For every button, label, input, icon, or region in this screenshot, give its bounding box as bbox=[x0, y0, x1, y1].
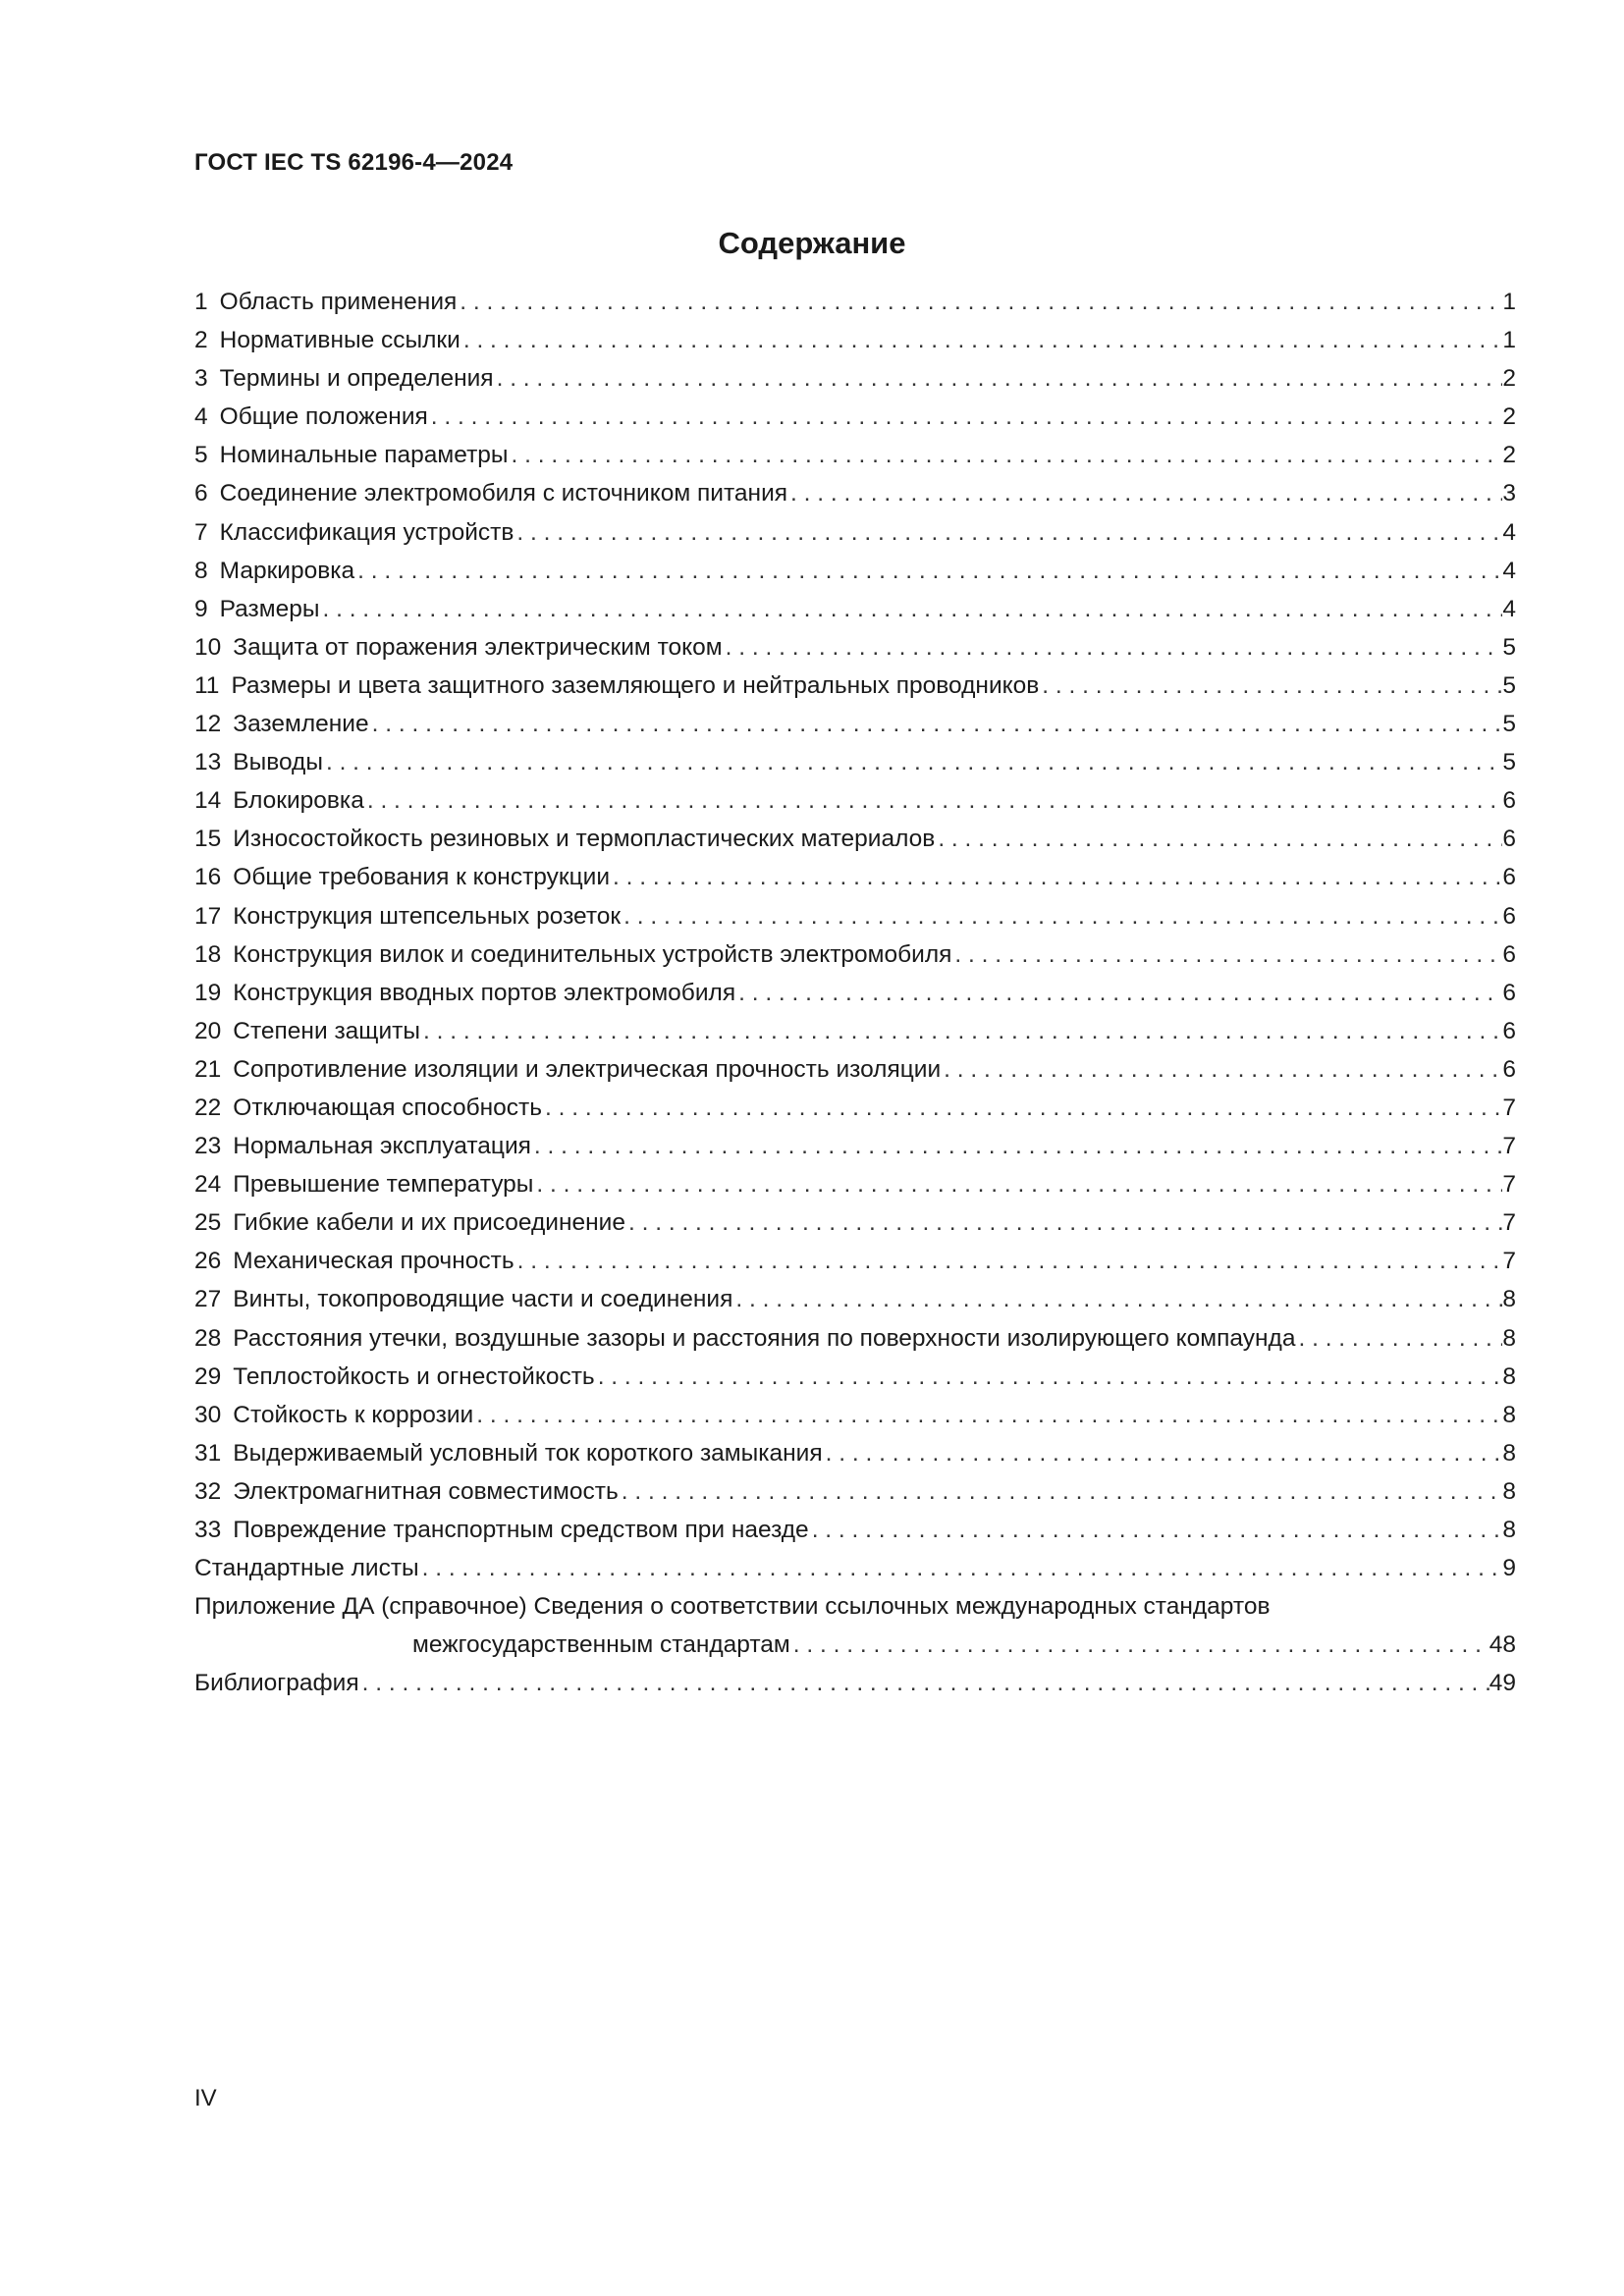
toc-item-label: Общие требования к конструкции bbox=[233, 864, 611, 891]
toc-item[interactable] bbox=[194, 1325, 1516, 1363]
toc-item[interactable] bbox=[194, 634, 1516, 672]
toc-item-number: 29 bbox=[194, 1362, 222, 1390]
toc-leader-dots bbox=[1039, 672, 1502, 700]
toc-item-label: Выдерживаемый условный ток короткого замыкания bbox=[233, 1439, 823, 1467]
toc-leader-dots bbox=[494, 365, 1503, 393]
toc-item-label: Гибкие кабели и их присоединение bbox=[233, 1209, 625, 1237]
toc-item-page: 7 bbox=[1502, 1209, 1516, 1237]
toc-items bbox=[194, 289, 1516, 1593]
toc-leader-dots bbox=[941, 1056, 1502, 1084]
toc-item-page: 6 bbox=[1502, 826, 1516, 853]
toc-item-page: 8 bbox=[1502, 1401, 1516, 1428]
toc-leader-dots bbox=[323, 749, 1502, 776]
toc-item-label: Нормальная эксплуатация bbox=[233, 1133, 531, 1160]
toc-item-label: Номинальные параметры bbox=[219, 442, 509, 469]
toc-item-number: 28 bbox=[194, 1324, 222, 1352]
toc-leader-dots bbox=[354, 558, 1502, 585]
toc-item-number: 20 bbox=[194, 1017, 222, 1044]
toc-item[interactable] bbox=[194, 1286, 1516, 1324]
toc-item-label: Расстояния утечки, воздушные зазоры и расстояния по поверхности изолирующего компаунда bbox=[233, 1324, 1296, 1352]
toc-leader-dots bbox=[735, 980, 1502, 1007]
toc-item-page: 8 bbox=[1502, 1286, 1516, 1313]
toc-item-page: 6 bbox=[1502, 1055, 1516, 1083]
toc-item[interactable] bbox=[194, 519, 1516, 558]
toc-item-label: Область применения bbox=[219, 289, 458, 315]
toc-item-page: 8 bbox=[1502, 1362, 1516, 1390]
toc-item-page: 5 bbox=[1502, 633, 1516, 661]
toc-leader-dots bbox=[951, 941, 1502, 969]
toc-item-label: Классификация устройств bbox=[219, 518, 514, 546]
toc-item[interactable] bbox=[194, 1517, 1516, 1555]
toc-leader-dots bbox=[428, 403, 1503, 431]
toc-item-page: 7 bbox=[1502, 1094, 1516, 1121]
toc-item-number: 7 bbox=[194, 518, 208, 546]
toc-item-label: Конструкция штепсельных розеток bbox=[233, 902, 622, 930]
toc-leader-dots bbox=[514, 519, 1502, 547]
toc-item[interactable] bbox=[194, 442, 1516, 480]
toc-item-label: Степени защиты bbox=[233, 1017, 420, 1044]
toc-item-page: 1 bbox=[1502, 327, 1516, 354]
toc-item-label: Блокировка bbox=[233, 787, 364, 815]
toc-item[interactable] bbox=[194, 1209, 1516, 1248]
toc-annex-page: 48 bbox=[1489, 1631, 1516, 1659]
toc-annex-label-cont: межгосударственным стандартам bbox=[412, 1631, 790, 1659]
toc-item-page: 5 bbox=[1502, 711, 1516, 738]
toc-item[interactable] bbox=[194, 365, 1516, 403]
toc-leader-dots bbox=[364, 787, 1503, 815]
toc-item-number: 23 bbox=[194, 1133, 222, 1160]
toc-item-label: Размеры bbox=[219, 595, 320, 622]
toc-leader-dots bbox=[531, 1133, 1502, 1160]
toc-item-page: 7 bbox=[1502, 1248, 1516, 1275]
toc-item-number: 2 bbox=[194, 327, 208, 354]
toc-item-number: 32 bbox=[194, 1477, 222, 1505]
toc-item[interactable] bbox=[194, 1133, 1516, 1171]
toc-leader-dots bbox=[625, 1209, 1502, 1237]
toc-item-label: Размеры и цвета защитного заземляющего и нейтральных проводников bbox=[231, 671, 1040, 699]
toc-leader-dots bbox=[809, 1517, 1503, 1544]
toc-item-label: Конструкция вилок и соединительных устройств электромобиля bbox=[233, 940, 952, 968]
toc-item[interactable] bbox=[194, 1095, 1516, 1133]
toc-item-label: Нормативные ссылки bbox=[219, 327, 460, 354]
toc-item[interactable] bbox=[194, 1402, 1516, 1440]
toc-item-number: 33 bbox=[194, 1517, 222, 1543]
toc-item[interactable] bbox=[194, 1440, 1516, 1478]
toc-item-number: 15 bbox=[194, 826, 222, 853]
toc-item-number: 1 bbox=[194, 289, 208, 315]
toc-item-page: 1 bbox=[1502, 289, 1516, 315]
toc-item-number: 14 bbox=[194, 787, 222, 815]
toc-title: Содержание bbox=[718, 226, 906, 260]
toc-item-label: Отключающая способность bbox=[233, 1094, 543, 1121]
toc-item-number: 12 bbox=[194, 711, 222, 738]
toc-item-number: 19 bbox=[194, 979, 222, 1006]
toc-item[interactable] bbox=[194, 1555, 1516, 1593]
toc-item-number: 24 bbox=[194, 1171, 222, 1199]
toc-item-label: Термины и определения bbox=[219, 365, 494, 393]
toc-bibliography-page: 49 bbox=[1489, 1670, 1516, 1697]
toc-item-page: 4 bbox=[1502, 557, 1516, 584]
toc-item-label: Соединение электромобиля с источником питания bbox=[219, 480, 788, 507]
toc-leader-dots bbox=[1295, 1325, 1502, 1353]
toc-annex-line1[interactable] bbox=[194, 1593, 1516, 1631]
document-code: ГОСТ IEC TS 62196-4—2024 bbox=[194, 149, 514, 176]
toc-leader-dots bbox=[514, 1248, 1503, 1275]
toc-item-page: 5 bbox=[1502, 749, 1516, 776]
toc-item-page: 8 bbox=[1502, 1517, 1516, 1543]
toc-item-page: 8 bbox=[1502, 1439, 1516, 1467]
toc-item-page: 4 bbox=[1502, 595, 1516, 622]
toc-item-page: 2 bbox=[1502, 403, 1516, 431]
toc-item-label: Механическая прочность bbox=[233, 1248, 514, 1275]
page-number: IV bbox=[194, 2085, 217, 2111]
toc-bibliography-label: Библиография bbox=[194, 1670, 359, 1697]
toc-leader-dots bbox=[457, 289, 1502, 316]
toc-item[interactable] bbox=[194, 711, 1516, 749]
table-of-contents bbox=[194, 289, 1516, 1708]
toc-item-number: 6 bbox=[194, 480, 208, 507]
toc-item-label: Стойкость к коррозии bbox=[233, 1401, 474, 1428]
toc-item-label: Износостойкость резиновых и термопластических материалов bbox=[233, 826, 936, 853]
toc-leader-dots bbox=[723, 634, 1503, 662]
toc-leader-dots bbox=[732, 1286, 1502, 1313]
toc-item-label: Общие положения bbox=[219, 403, 428, 431]
toc-item-number: 16 bbox=[194, 864, 222, 891]
toc-annex-line2[interactable] bbox=[194, 1631, 1516, 1670]
toc-item-page: 6 bbox=[1502, 940, 1516, 968]
toc-item[interactable] bbox=[194, 749, 1516, 787]
toc-item-number: 31 bbox=[194, 1439, 222, 1467]
toc-item-page: 6 bbox=[1502, 864, 1516, 891]
toc-item-number: 25 bbox=[194, 1209, 222, 1237]
toc-item-page: 7 bbox=[1502, 1133, 1516, 1160]
toc-item-number: 30 bbox=[194, 1401, 222, 1428]
toc-item-number: 9 bbox=[194, 595, 208, 622]
toc-leader-dots bbox=[509, 442, 1503, 469]
toc-item-label: Маркировка bbox=[219, 557, 355, 584]
toc-item-page: 6 bbox=[1502, 1017, 1516, 1044]
toc-item-label: Винты, токопроводящие части и соединения bbox=[233, 1286, 733, 1313]
toc-item[interactable] bbox=[194, 903, 1516, 941]
toc-item-label: Повреждение транспортным средством при наезде bbox=[233, 1517, 809, 1543]
toc-item-label: Сопротивление изоляции и электрическая прочность изоляции bbox=[233, 1055, 942, 1083]
toc-item-page: 2 bbox=[1502, 442, 1516, 469]
toc-item-page: 7 bbox=[1502, 1171, 1516, 1199]
toc-item-number: 4 bbox=[194, 403, 208, 431]
toc-item-number: 18 bbox=[194, 940, 222, 968]
toc-item-page: 8 bbox=[1502, 1324, 1516, 1352]
toc-item-number: 22 bbox=[194, 1094, 222, 1121]
toc-item[interactable] bbox=[194, 826, 1516, 864]
toc-item-page: 6 bbox=[1502, 979, 1516, 1006]
toc-item[interactable] bbox=[194, 327, 1516, 365]
toc-item[interactable] bbox=[194, 980, 1516, 1018]
toc-item[interactable] bbox=[194, 289, 1516, 327]
toc-item-page: 6 bbox=[1502, 787, 1516, 815]
toc-leader-dots bbox=[787, 480, 1502, 507]
toc-leader-dots bbox=[420, 1018, 1502, 1045]
toc-item-page: 4 bbox=[1502, 518, 1516, 546]
toc-item-number: 8 bbox=[194, 557, 208, 584]
toc-item-page: 8 bbox=[1502, 1477, 1516, 1505]
toc-item-number: 10 bbox=[194, 633, 222, 661]
toc-item-number: 5 bbox=[194, 442, 208, 469]
toc-item-label: Стандартные листы bbox=[194, 1555, 419, 1582]
toc-item-number: 3 bbox=[194, 365, 208, 393]
toc-item-number: 21 bbox=[194, 1055, 222, 1083]
toc-leader-dots bbox=[473, 1402, 1502, 1429]
toc-item-label: Заземление bbox=[233, 711, 369, 738]
toc-leader-dots bbox=[369, 711, 1503, 738]
toc-item[interactable] bbox=[194, 672, 1516, 711]
toc-item[interactable] bbox=[194, 864, 1516, 902]
toc-item[interactable] bbox=[194, 480, 1516, 518]
toc-item-label: Защита от поражения электрическим током bbox=[233, 633, 723, 661]
toc-item-label: Превышение температуры bbox=[233, 1171, 534, 1199]
toc-item[interactable] bbox=[194, 1171, 1516, 1209]
toc-item[interactable] bbox=[194, 596, 1516, 634]
toc-item[interactable] bbox=[194, 558, 1516, 596]
toc-leader-dots bbox=[319, 596, 1502, 623]
toc-item[interactable] bbox=[194, 941, 1516, 980]
toc-item-label: Конструкция вводных портов электромобиля bbox=[233, 979, 736, 1006]
toc-leader-dots bbox=[935, 826, 1502, 853]
toc-item[interactable] bbox=[194, 787, 1516, 826]
toc-leader-dots bbox=[790, 1631, 1489, 1659]
toc-item-page: 2 bbox=[1502, 365, 1516, 393]
toc-leader-dots bbox=[419, 1555, 1503, 1582]
toc-item[interactable] bbox=[194, 1248, 1516, 1286]
toc-item[interactable] bbox=[194, 1056, 1516, 1095]
toc-bibliography[interactable] bbox=[194, 1670, 1516, 1708]
toc-leader-dots bbox=[533, 1171, 1502, 1199]
toc-item-number: 17 bbox=[194, 902, 222, 930]
toc-item-page: 3 bbox=[1502, 480, 1516, 507]
toc-item-number: 27 bbox=[194, 1286, 222, 1313]
toc-item-label: Выводы bbox=[233, 749, 323, 776]
toc-item-label: Электромагнитная совместимость bbox=[233, 1477, 619, 1505]
toc-item[interactable] bbox=[194, 1018, 1516, 1056]
toc-item-number: 26 bbox=[194, 1248, 222, 1275]
toc-item-page: 5 bbox=[1502, 671, 1516, 699]
toc-item[interactable] bbox=[194, 1478, 1516, 1517]
toc-leader-dots bbox=[610, 864, 1502, 891]
toc-annex-label: Приложение ДА (справочное) Сведения о соответствии ссылочных международных стандартов bbox=[194, 1593, 1271, 1621]
toc-item-page: 6 bbox=[1502, 902, 1516, 930]
toc-item-number: 11 bbox=[194, 671, 220, 699]
toc-leader-dots bbox=[595, 1363, 1503, 1391]
toc-item-label: Теплостойкость и огнестойкость bbox=[233, 1362, 595, 1390]
toc-leader-dots bbox=[823, 1440, 1503, 1468]
toc-leader-dots bbox=[621, 903, 1502, 931]
toc-item-page: 9 bbox=[1502, 1555, 1516, 1582]
toc-leader-dots bbox=[359, 1670, 1489, 1697]
toc-item[interactable] bbox=[194, 403, 1516, 442]
toc-item-number: 13 bbox=[194, 749, 222, 776]
toc-leader-dots bbox=[542, 1095, 1502, 1122]
toc-item[interactable] bbox=[194, 1363, 1516, 1402]
toc-leader-dots bbox=[619, 1478, 1503, 1506]
toc-leader-dots bbox=[460, 327, 1503, 354]
